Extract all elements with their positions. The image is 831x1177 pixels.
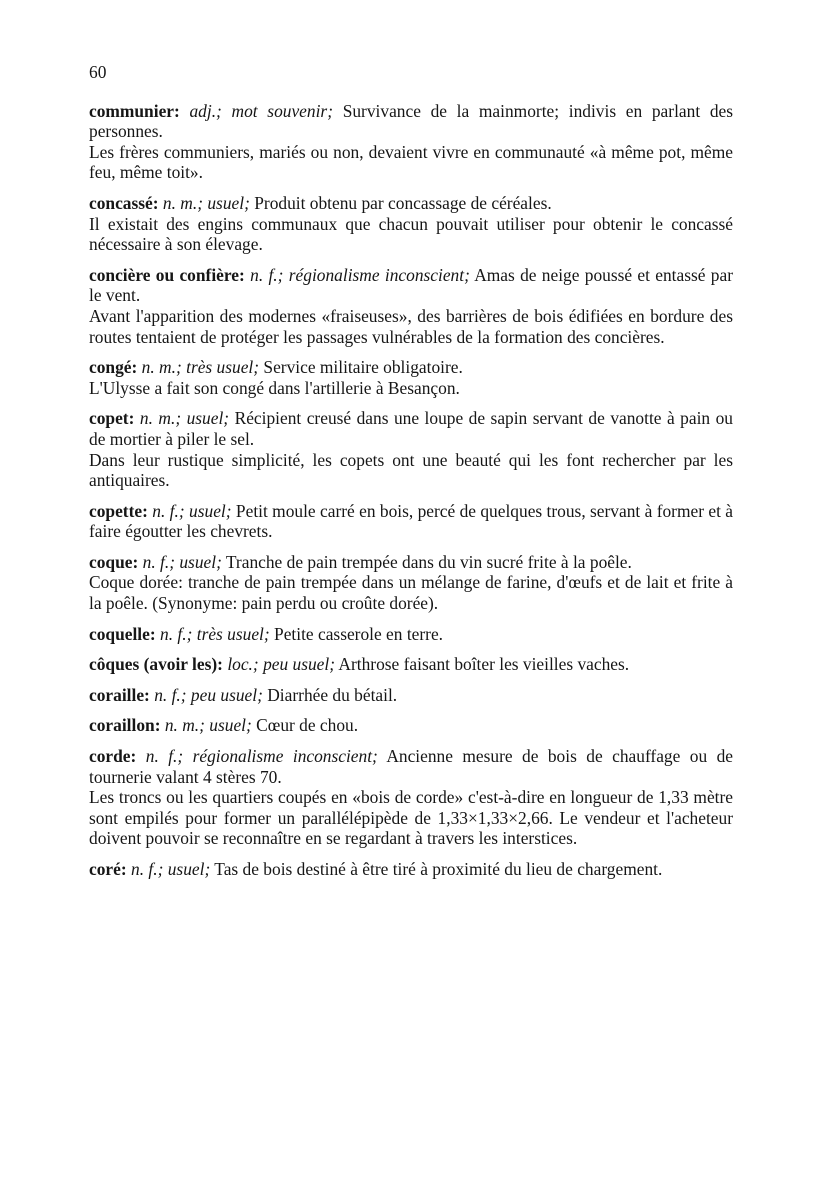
entry-headword: coraille <box>89 684 145 705</box>
entry-grammar: n. f.; <box>160 623 193 644</box>
dictionary-entry <box>89 685 733 706</box>
entry-definition: Survivance de la mainmorte; indivis en parlant des personnes. <box>89 100 734 142</box>
entry-headword: coque <box>89 551 133 572</box>
entry-definition-line <box>89 624 733 645</box>
entry-usage: usuel; <box>209 715 252 736</box>
entry-grammar: n. m.; <box>164 715 205 736</box>
entry-headword: copette <box>89 500 143 521</box>
entry-example: L'Ulysse a fait son congé dans l'artillerie à Besançon. <box>89 377 460 398</box>
entry-definition-line <box>89 859 733 880</box>
entry-usage: peu usuel; <box>190 684 263 705</box>
entry-definition: Diarrhée du bétail. <box>267 684 398 705</box>
entry-headword: communier <box>89 100 175 121</box>
entry-grammar: n. f.; <box>142 551 175 572</box>
dictionary-entry <box>89 859 733 880</box>
entry-definition: Récipient creusé dans une loupe de sapin servant de vanotte à pain ou de mortier à piler le sel. <box>89 408 733 449</box>
entry-separator: : <box>132 551 143 572</box>
entry-definition-line <box>89 265 733 306</box>
entry-usage: usuel; <box>207 192 250 213</box>
entry-headword: coré <box>89 859 121 879</box>
entry-separator: : <box>217 654 228 675</box>
entry-definition: Ancienne mesure de bois de chauffage ou de tournerie valant 4 stères 70. <box>89 746 733 787</box>
entry-definition-line <box>89 101 733 142</box>
entry-example: Avant l'apparition des modernes «fraiseuses», des barrières de bois édifiées en bordure des routes tentaient de protéger les passages vulnérables de la formation des concières. <box>89 305 733 347</box>
entry-usage: régionalisme inconscient; <box>288 264 470 285</box>
entry-grammar: n. f.; <box>131 859 164 879</box>
entry-example: Il existait des engins communaux que chacun pouvait utiliser pour obtenir le concassé nécessaire à son élevage. <box>89 213 733 255</box>
entry-definition-line <box>89 746 733 787</box>
entry-headword: concassé <box>89 192 153 213</box>
entry-definition: Service militaire obligatoire. <box>263 357 463 378</box>
entry-separator: : <box>144 684 155 705</box>
entry-usage: peu usuel; <box>263 654 336 675</box>
entry-separator: : <box>142 500 153 521</box>
entry-usage: très usuel; <box>196 623 270 644</box>
entry-headword: congé <box>89 357 132 378</box>
entry-definition-line <box>89 501 733 542</box>
dictionary-entry <box>89 746 733 849</box>
entry-separator: : <box>152 192 163 213</box>
entry-definition: Tas de bois destiné à être tiré à proximité du lieu de chargement. <box>214 859 663 879</box>
entry-headword: copet <box>89 408 129 429</box>
entry-headword: corde <box>89 746 131 767</box>
entry-headword: concière ou confière <box>89 264 240 285</box>
entry-definition-line <box>89 408 733 449</box>
entry-example: Coque dorée: tranche de pain trempée dans un mélange de farine, d'œufs et de lait et frite à la poêle. (Synonyme: pain perdu ou croûte dorée). <box>89 572 733 614</box>
entry-definition-line <box>89 685 733 706</box>
entry-separator: : <box>174 100 190 121</box>
entry-grammar: n. f.; <box>154 684 187 705</box>
entry-separator: : <box>154 715 165 736</box>
dictionary-entry <box>89 654 733 675</box>
entry-headword: coraillon <box>89 715 155 736</box>
entry-definition-line <box>89 552 733 573</box>
entry-example: Les troncs ou les quartiers coupés en «bois de corde» c'est-à-dire en longueur de 1,33 mètre sont empilés pour former un parallélépipède de 1,33×1,33×2,66. Le vendeur et l'acheteur doivent pouvoir se reconnaître en se regardant à travers les interstices. <box>89 787 733 849</box>
dictionary-entry <box>89 101 733 183</box>
page-number: 60 <box>89 62 107 82</box>
entry-headword: côques (avoir les) <box>89 654 218 675</box>
entry-definition: Petit moule carré en bois, percé de quelques trous, servant à former et à faire égoutter les chevrets. <box>89 500 734 542</box>
entry-example: Les frères communiers, mariés ou non, devaient vivre en communauté «à même pot, même feu, même toit». <box>89 141 733 183</box>
dictionary-entry <box>89 501 733 542</box>
entry-example: Dans leur rustique simplicité, les copets ont une beauté qui les font rechercher par les antiquaires. <box>89 449 733 491</box>
entry-grammar: n. f.; <box>250 264 284 285</box>
entry-usage: régionalisme inconscient; <box>192 746 378 767</box>
entry-headword: coquelle <box>89 623 150 644</box>
dictionary-entry <box>89 265 733 347</box>
entry-list <box>89 101 733 880</box>
entry-grammar: n. m.; <box>162 192 203 213</box>
dictionary-entry <box>89 357 733 398</box>
entry-separator: : <box>149 623 160 644</box>
entry-separator: : <box>130 746 146 767</box>
entry-definition: Tranche de pain trempée dans du vin sucré frite à la poêle. <box>225 551 632 572</box>
entry-grammar: n. f.; <box>152 500 185 521</box>
entry-definition: Amas de neige poussé et entassé par le vent. <box>89 264 733 306</box>
entry-definition: Cœur de chou. <box>256 715 359 736</box>
entry-separator: : <box>131 357 142 378</box>
entry-separator: : <box>120 859 131 879</box>
entry-separator: : <box>128 408 140 429</box>
entry-usage: mot souvenir; <box>231 100 333 121</box>
entry-grammar: loc.; <box>227 654 259 675</box>
dictionary-entry <box>89 624 733 645</box>
entry-definition-line <box>89 357 733 378</box>
entry-separator: : <box>239 264 251 285</box>
entry-grammar: adj.; <box>189 100 222 121</box>
entry-definition: Petite casserole en terre. <box>274 623 444 644</box>
entry-usage: très usuel; <box>186 357 260 378</box>
dictionary-page <box>89 62 733 890</box>
entry-usage: usuel; <box>189 500 232 521</box>
dictionary-entry <box>89 715 733 736</box>
entry-usage: usuel; <box>167 859 211 879</box>
entry-grammar: n. m.; <box>141 357 182 378</box>
dictionary-entry <box>89 193 733 255</box>
entry-definition: Arthrose faisant boîter les vieilles vaches. <box>338 654 630 675</box>
entry-grammar: n. f.; <box>145 746 184 767</box>
dictionary-entry <box>89 552 733 614</box>
entry-definition: Produit obtenu par concassage de céréales. <box>254 192 552 213</box>
dictionary-entry <box>89 408 733 490</box>
entry-usage: usuel; <box>186 408 230 429</box>
entry-grammar: n. m.; <box>139 408 182 429</box>
entry-usage: usuel; <box>179 551 222 572</box>
entry-definition-line <box>89 654 733 675</box>
entry-definition-line <box>89 715 733 736</box>
entry-definition-line <box>89 193 733 214</box>
